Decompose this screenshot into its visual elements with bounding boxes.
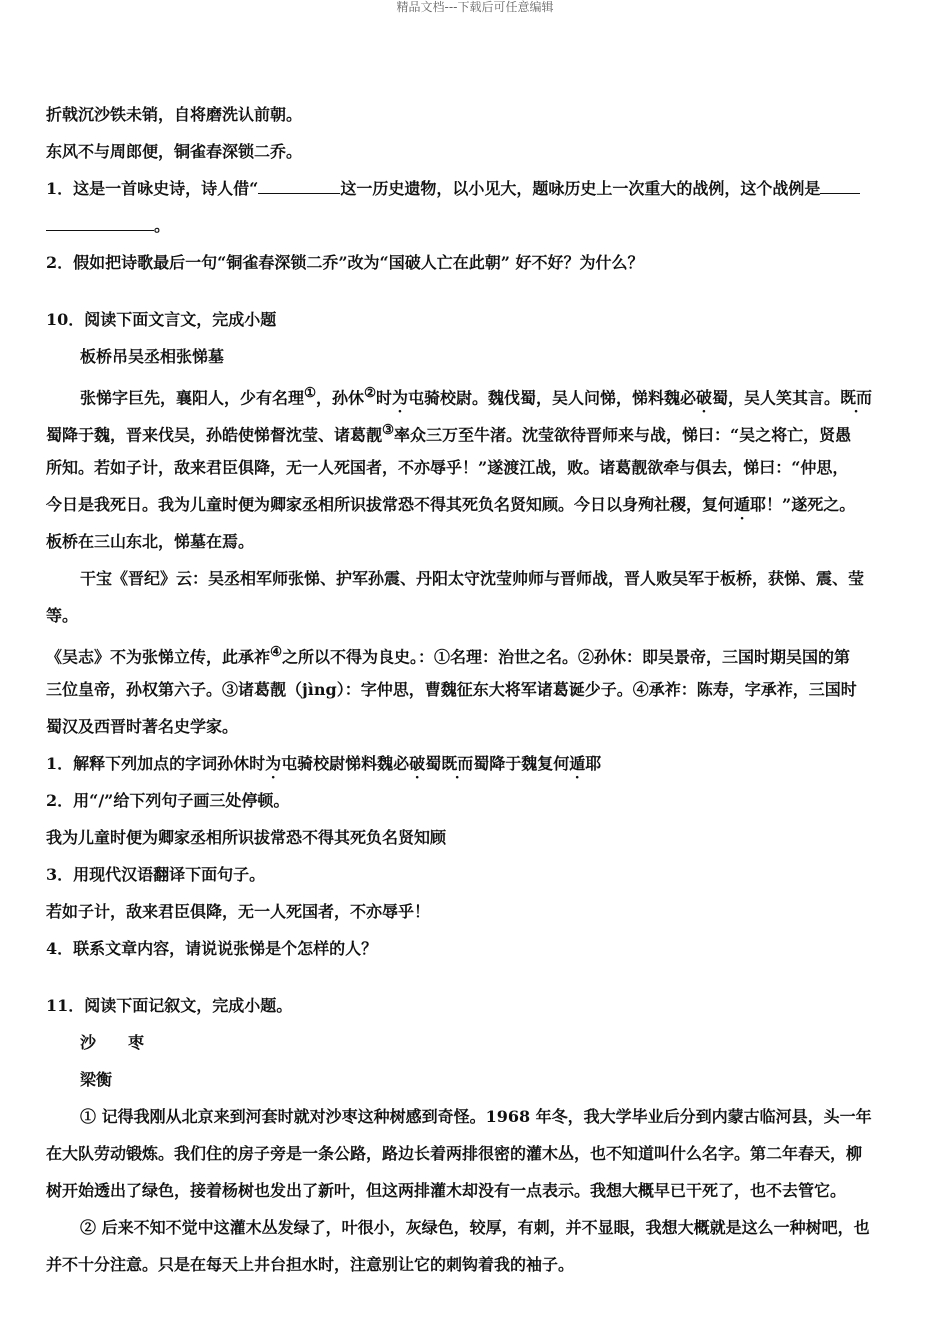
question-10-2: 2．用“/”给下列句子画三处停顿。 [46,791,290,810]
question-10-3: 3．用现代汉语翻译下面句子。 [46,865,266,884]
document-body [46,96,906,1283]
question-9-1 [46,170,906,207]
dotted-word: 遁 [569,754,586,773]
passage-line: ① 记得我刚从北京来到河套时就对沙枣这种树感到奇怪。1968 年冬，我大学毕业后分到内蒙古临河县，头一年 [80,1107,872,1126]
dotted-word: 为 [391,388,408,408]
passage-line: 树开始透出了绿色，接着杨树也发出了新叶，但这两排灌木却没有一点表示。我想大概早已干死了，也不去管它。 [46,1181,847,1200]
footnote-marker: ② [363,385,376,401]
notes-text: 之所以不得为良史。：①名理：治世之名。②孙休：即吴景帝，三国时期吴国的第 [281,647,850,667]
passage-title: 板桥吊吴丞相张悌墓 [80,347,225,366]
passage-line: 在大队劳动锻炼。我们住的房子旁是一条公路，路边长着两排很密的灌木丛，也不知道叫什么名字。第二年春天，柳 [46,1144,863,1163]
question-text: 蜀降于魏复何 [473,754,570,773]
question-text: 1．解释下列加点的字词孙休时 [46,754,266,773]
passage-text: 蜀降于魏，晋来伐吴，孙皓使悌督沈莹、诸葛靓 [46,425,383,445]
question-9-1-cont [46,207,906,244]
passage-text: 屯骑校尉。魏伐蜀，吴人问悌，悌料魏必 [407,388,696,408]
passage-line: 等。 [46,606,79,625]
passage-line: 板桥在三山东北，悌墓在焉。 [46,532,255,551]
passage-line: 所知。若如子计，敌来君臣俱降，无一人死国者，不亦辱乎！”遂渡江战，败。诸葛靓欲牵与俱去，悌曰：“仲思， [46,458,849,477]
notes-text: 《吴志》不为张悌立传，此承祚 [46,647,271,667]
notes-line: 三位皇帝，孙权第六子。③诸葛靓（jìng）：字仲思，曹魏征东大将军诸葛诞少子。④承祚：陈寿，字承祚，三国时 [46,680,857,699]
dotted-word: 破 [409,754,426,773]
poem-line: 东风不与周郎便，铜雀春深锁二乔。 [46,142,303,161]
question-text: 耶 [585,754,602,773]
passage-line: 并不十分注意。只是在每天上井台担水时，注意别让它的刺钩着我的袖子。 [46,1255,575,1274]
passage-text: 蜀，吴人笑其言。 [712,388,841,408]
passage-text: 时 [375,388,392,408]
question-text: 1．这是一首咏史诗，诗人借“ [46,179,259,198]
answer-blank[interactable] [258,179,340,194]
footnote-marker: ④ [270,644,282,660]
passage-text: ，孙休 [315,388,364,408]
question-10-1 [46,745,906,782]
answer-blank[interactable] [46,216,154,231]
question-text: 。 [154,216,171,235]
footnote-marker: ① [304,385,316,401]
question-text: 屯骑校尉悌料魏必 [281,754,410,773]
dotted-word: 遁 [734,495,751,514]
dotted-word: 为 [265,754,282,773]
passage-line [46,375,906,412]
notes-line: 蜀汉及西晋时著名史学家。 [46,717,239,736]
dotted-word: 既而 [441,754,474,773]
dotted-word: 破 [695,388,712,408]
passage-title: 沙 枣 [80,1033,145,1052]
notes-line [46,634,906,671]
page-header: 精品文档---下载后可任意编辑 [396,0,554,14]
passage-line: 干宝《晋纪》云：吴丞相军师张悌、护军孙震、丹阳太守沈莹帅师与晋师战，晋人败吴军于板桥，获悌、震、莹 [80,569,865,588]
footnote-marker: ③ [382,422,394,438]
poem-line: 折戟沉沙铁未销，自将磨洗认前朝。 [46,105,303,124]
dotted-word: 既而 [840,388,873,408]
passage-line: ② 后来不知不觉中这灌木丛发绿了，叶很小，灰绿色，较厚，有刺，并不显眼，我想大概就是这么一种树吧，也 [80,1218,870,1237]
question-10-3-sentence: 若如子计，敌来君臣俱降，无一人死国者，不亦辱乎！ [46,902,431,921]
question-9-2: 2．假如把诗歌最后一句“铜雀春深锁二乔”改为“国破人亡在此朝” 好不好？为什么？ [46,253,644,272]
question-10-4: 4．联系文章内容，请说说张悌是个怎样的人？ [46,939,378,958]
passage-author: 梁衡 [80,1070,113,1089]
passage-line [46,486,906,523]
answer-blank[interactable] [820,179,860,194]
passage-text: 张悌字巨先，襄阳人，少有名理 [80,388,305,408]
passage-text: 率众三万至牛渚。沈莹欲待晋师来与战，悌曰：“吴之将亡，贤愚 [393,425,852,445]
question-text: 蜀 [425,754,442,773]
passage-text: 耶！”遂死之。 [750,495,856,514]
question-11-intro: 11．阅读下面记叙文，完成小题。 [46,996,293,1015]
question-10-2-sentence: 我为儿童时便为卿家丞相所识拔常恐不得其死负名贤知顾 [46,828,447,847]
passage-text: 今日是我死日。我为儿童时便为卿家丞相所识拔常恐不得其死负名贤知顾。今日以身殉社稷，复何 [46,495,735,514]
question-10-intro: 10．阅读下面文言文，完成小题 [46,310,277,329]
question-text: 这一历史遗物，以小见大，题咏历史上一次重大的战例，这个战例是 [340,179,821,198]
passage-line [46,412,906,449]
